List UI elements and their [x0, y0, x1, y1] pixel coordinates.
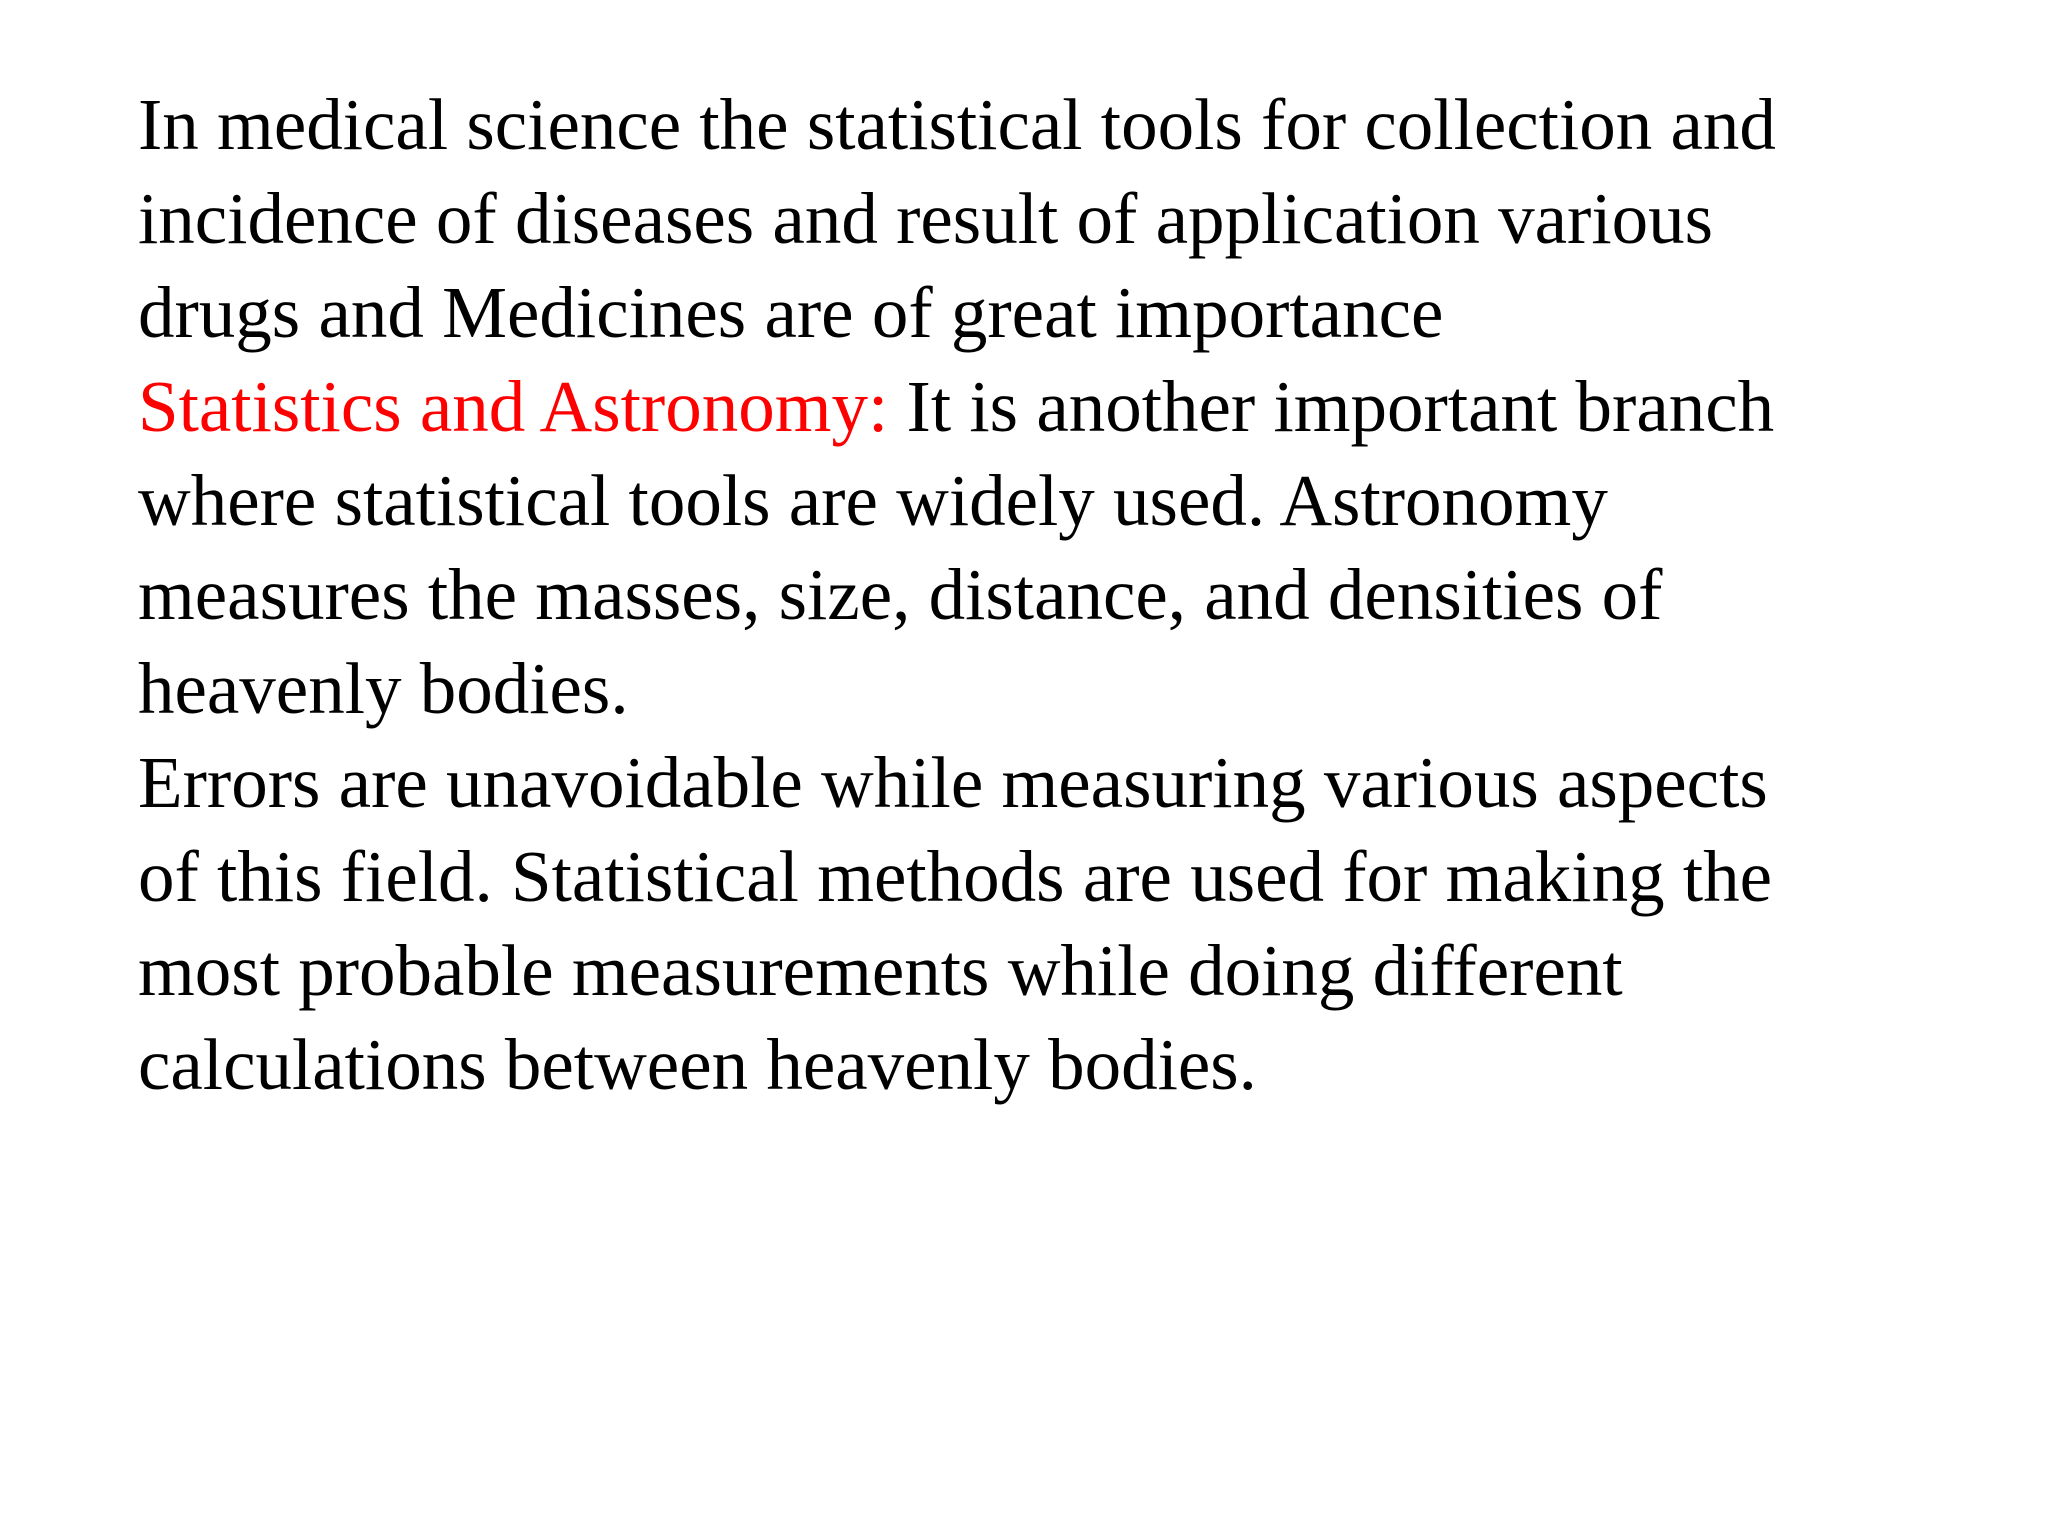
astronomy-line-rest: It is another important branch	[888, 366, 1775, 447]
text-line-astronomy-3: measures the masses, size, distance, and densities of	[138, 554, 1663, 635]
text-line-astronomy-2: where statistical tools are widely used. Astronomy	[138, 460, 1608, 541]
text-line-errors-1: Errors are unavoidable while measuring various aspects	[138, 742, 1768, 823]
text-line-errors-2: of this field. Statistical methods are used for making the	[138, 836, 1773, 917]
text-line-medical-2: incidence of diseases and result of application various	[138, 178, 1714, 259]
text-line-errors-4: calculations between heavenly bodies.	[138, 1024, 1257, 1105]
text-line-astronomy-4: heavenly bodies.	[138, 648, 629, 729]
text-line-astronomy-1	[138, 360, 1938, 454]
slide-text-block	[138, 78, 1938, 1112]
text-line-errors-3: most probable measurements while doing different	[138, 930, 1623, 1011]
text-line-medical-1: In medical science the statistical tools for collection and	[138, 84, 1776, 165]
text-line-medical-3: drugs and Medicines are of great importance	[138, 272, 1444, 353]
astronomy-heading: Statistics and Astronomy:	[138, 366, 889, 447]
